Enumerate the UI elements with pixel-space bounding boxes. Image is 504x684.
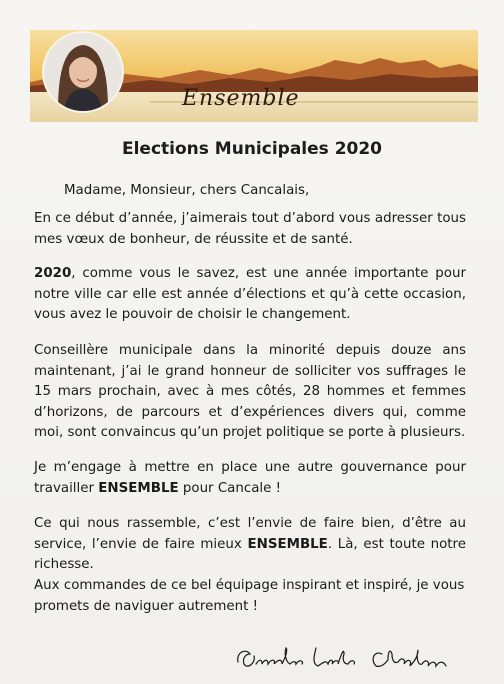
paragraph-closing: Aux commandes de ce bel équipage inspirant et inspiré, je vous promets de naviguer autrement ! <box>34 578 465 614</box>
paragraph-values <box>34 514 466 576</box>
paragraph-wishes: En ce début d’année, j’aimerais tout d’abord vous adresser tous mes vœux de bonheur, de réussite et de santé. <box>34 211 466 247</box>
salutation: Madame, Monsieur, chers Cancalais, <box>64 183 310 198</box>
candidate-portrait <box>44 33 122 111</box>
paragraph-text: pour Cancale ! <box>178 480 282 496</box>
ensemble-emphasis: ENSEMBLE <box>98 480 179 496</box>
paragraph-text: Je m’engage à mettre en place une autre gouvernance pour travailler <box>34 460 466 496</box>
ensemble-emphasis: ENSEMBLE <box>247 536 328 552</box>
paragraph-candidacy: Conseillère municipale dans la minorité depuis douze ans maintenant, j’ai le grand honneur de solliciter vos suffrages le 15 mars prochain, avec à mes côtés, 28 hommes et femmes d’horizons, de parcours et d’expériences divers qui, comme moi, sont convaincus qu’un projet politique se porte à plusieurs. <box>34 343 466 441</box>
paragraph-text: . Là, est toute notre richesse. <box>34 536 466 573</box>
handwritten-signature <box>232 640 456 676</box>
year-emphasis: 2020 <box>34 266 72 281</box>
paragraph-election-year <box>34 264 466 326</box>
paragraph-text: Ce qui nous rassemble, c’est l’envie de faire bien, d’être au service, l’envie de faire mieux <box>34 516 466 552</box>
paragraph-commitment <box>34 458 466 499</box>
party-logo-text: Ensemble <box>182 86 300 111</box>
page-title: Elections Municipales 2020 <box>121 139 383 159</box>
paragraph-text: , comme vous le savez, est une année importante pour notre ville car elle est année d’élections et qu’à cette occasion, vous avez le pouvoir de choisir le changement. <box>34 266 466 323</box>
